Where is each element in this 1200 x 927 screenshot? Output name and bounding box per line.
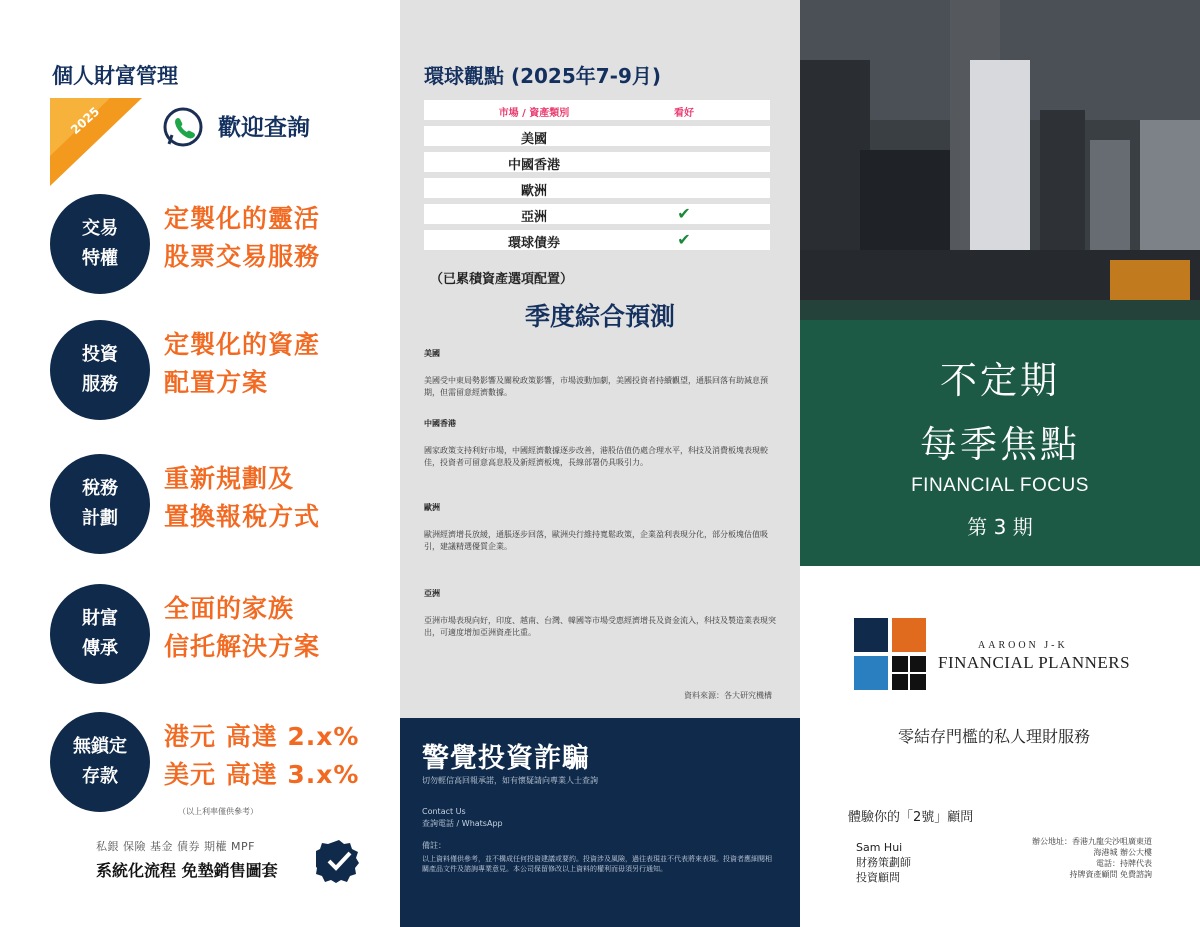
circle-line-1: 稅務 [82,478,118,499]
row-region: 美國 [520,132,547,147]
ribbon-text: 2025 [68,104,103,138]
forecast-title: 季度綜合預測 [524,302,675,331]
middle-panel [400,0,800,927]
service-line-2: 配置方案 [164,368,269,397]
remark-heading: 備註： [422,841,446,850]
verified-badge-icon [316,838,362,884]
contact-heading: Contact Us [422,807,466,816]
left-title: 個人財富管理 [52,64,178,88]
service-tax [50,454,390,564]
forecast-region: 美國 [424,349,440,358]
header-bullish: 看好 [674,108,694,119]
right-panel [800,0,1200,927]
circle-line-2: 特權 [82,248,118,269]
service-circle [50,454,150,554]
global-view-title: 環球觀點 (2025年7-9月) [424,64,662,88]
logo-square-orange [892,618,926,652]
cover-title-line-1: 不定期 [940,359,1060,402]
source-note: 資料來源：各大研究機構 [684,691,772,700]
service-line-1: 定製化的資產 [164,330,321,359]
cover-image [800,0,1200,566]
contact-info [962,836,1152,880]
forecast-hk [424,418,776,469]
logo-square-grid [892,656,926,690]
circle-line-1: 投資 [82,344,118,365]
service-line-2: 置換報稅方式 [164,502,321,531]
forecast-body: 國家政策支持利好市場，中國經濟數據逐步改善，港股估值仍處合理水平，科技及消費板塊表現較佳，投資者可留意高息股及新經濟板塊，長線部署仍具吸引力。 [424,446,768,467]
service-circle [50,320,150,420]
check-icon: ✔ [677,230,691,249]
process-slogan: 系統化流程 免墊銷售圖套 [96,861,278,880]
warning-contact [422,806,503,830]
service-line-1: 重新規劃及 [164,464,295,493]
tagline: 零結存門檻的私人理財服務 [898,727,1091,746]
left-panel [0,0,400,927]
logo-main-text: FINANCIAL PLANNERS [938,653,1131,672]
service-line-2: 股票交易服務 [164,242,321,271]
contact-line: 持牌資產顧問 免費諮詢 [1069,870,1152,879]
forecast-body: 歐洲經濟增長放緩，通脹逐步回落，歐洲央行維持寬鬆政策，企業盈利表現分化，部分板塊估值吸引，建議精選優質企業。 [424,530,768,551]
forecast-us [424,348,776,399]
market-view-table [424,100,770,256]
circle-line-1: 財富 [82,608,118,629]
service-line-2: 信托解決方案 [164,632,321,661]
advisor-role: 財務策劃師 [856,856,911,869]
service-text [164,590,320,666]
circle-line-2: 計劃 [82,508,118,529]
circle-line-2: 傳承 [82,638,118,659]
forecast-asia [424,588,776,639]
row-region: 歐洲 [520,184,547,199]
table-row [424,126,770,146]
service-line-2: 美元 高達 3.x% [164,760,360,789]
advisor-name: Sam Hui [856,841,903,854]
service-text [164,718,359,794]
logo-square-navy [854,618,888,652]
row-region: 中國香港 [507,158,560,173]
cover-issue-number: 第 3 期 [967,515,1033,539]
service-line-1: 全面的家族 [164,594,295,623]
service-text [164,460,320,536]
forecast-region: 中國香港 [424,419,456,428]
contact-line: 辦公地址：香港九龍尖沙咀廣東道 [1032,837,1152,846]
forecast-body: 亞洲市場表現向好，印度、越南、台灣、韓國等市場受惠經濟增長及資金流入，科技及製造業表現突出，可適度增加亞洲資產比重。 [424,616,776,637]
row-region: 環球債券 [507,236,560,251]
advisor-role-2: 投資顧問 [856,871,900,884]
warning-title: 警覺投資詐騙 [422,743,590,774]
service-circle [50,584,150,684]
welcome-text: 歡迎查詢 [218,115,310,141]
logo-top-text: AAROON J-K [978,640,1068,651]
contact-line: 電話：持牌代表 [1096,859,1152,868]
table-header [424,100,770,120]
circle-line-2: 存款 [82,766,118,787]
circle-line-2: 服務 [82,374,118,395]
service-text [164,200,320,276]
table-row [424,152,770,172]
forecast-region: 歐洲 [424,503,440,512]
fraud-warning-box [400,718,800,927]
service-investment [50,320,390,430]
service-circle [50,194,150,294]
logo-square-blue [854,656,888,690]
table-row [424,204,770,224]
check-icon: ✔ [677,204,691,223]
forecast-region: 亞洲 [424,589,440,598]
service-circle [50,712,150,812]
service-text [164,326,320,402]
service-deposit [50,712,390,822]
circle-line-1: 交易 [82,218,118,239]
header-market: 市場 / 資產類別 [498,108,570,119]
whatsapp-icon[interactable] [162,106,204,148]
service-line-1: 港元 高達 2.x% [164,722,360,751]
allocation-note: （已累積資產選項配置） [430,272,574,287]
cover-title-line-2: 每季焦點 [920,423,1080,466]
remark-text: 以上資料僅供參考，並不構成任何投資建議或要約。投資涉及風險，過往表現並不代表將來表現。投資者應細閱相關產品文件及諮詢專業意見。本公司保留修改以上資料的權利而毋須另行通知。 [422,855,772,873]
row-region: 亞洲 [520,210,547,225]
table-row [424,230,770,250]
product-list: 私銀 保險 基金 債券 期權 MPF [96,840,255,853]
service-trading [50,194,390,304]
forecast-body: 美國受中東局勢影響及關稅政策影響，市場波動加劇，美國投資者持續觀望，通脹回落有助減息預期，但需留意經濟數據。 [424,376,768,397]
table-row [424,178,770,198]
service-line-1: 定製化的靈活 [164,204,321,233]
year-ribbon [50,98,142,186]
warning-subtitle: 切勿輕信高回報承諾，如有懷疑請向專業人士查詢 [422,776,598,785]
consultant-heading: 體驗你的「2號」顧問 [848,810,974,825]
cover-english-title: FINANCIAL FOCUS [911,475,1089,496]
deposit-note: （以上利率僅供參考） [178,807,258,816]
contact-link[interactable]: 查詢電話 / WhatsApp [422,819,503,828]
contact-line: 海港城 辦公大樓 [1093,848,1152,857]
forecast-eu [424,502,776,553]
advisor-info [856,840,911,885]
service-heritage [50,584,390,694]
circle-line-1: 無鎖定 [73,736,127,757]
